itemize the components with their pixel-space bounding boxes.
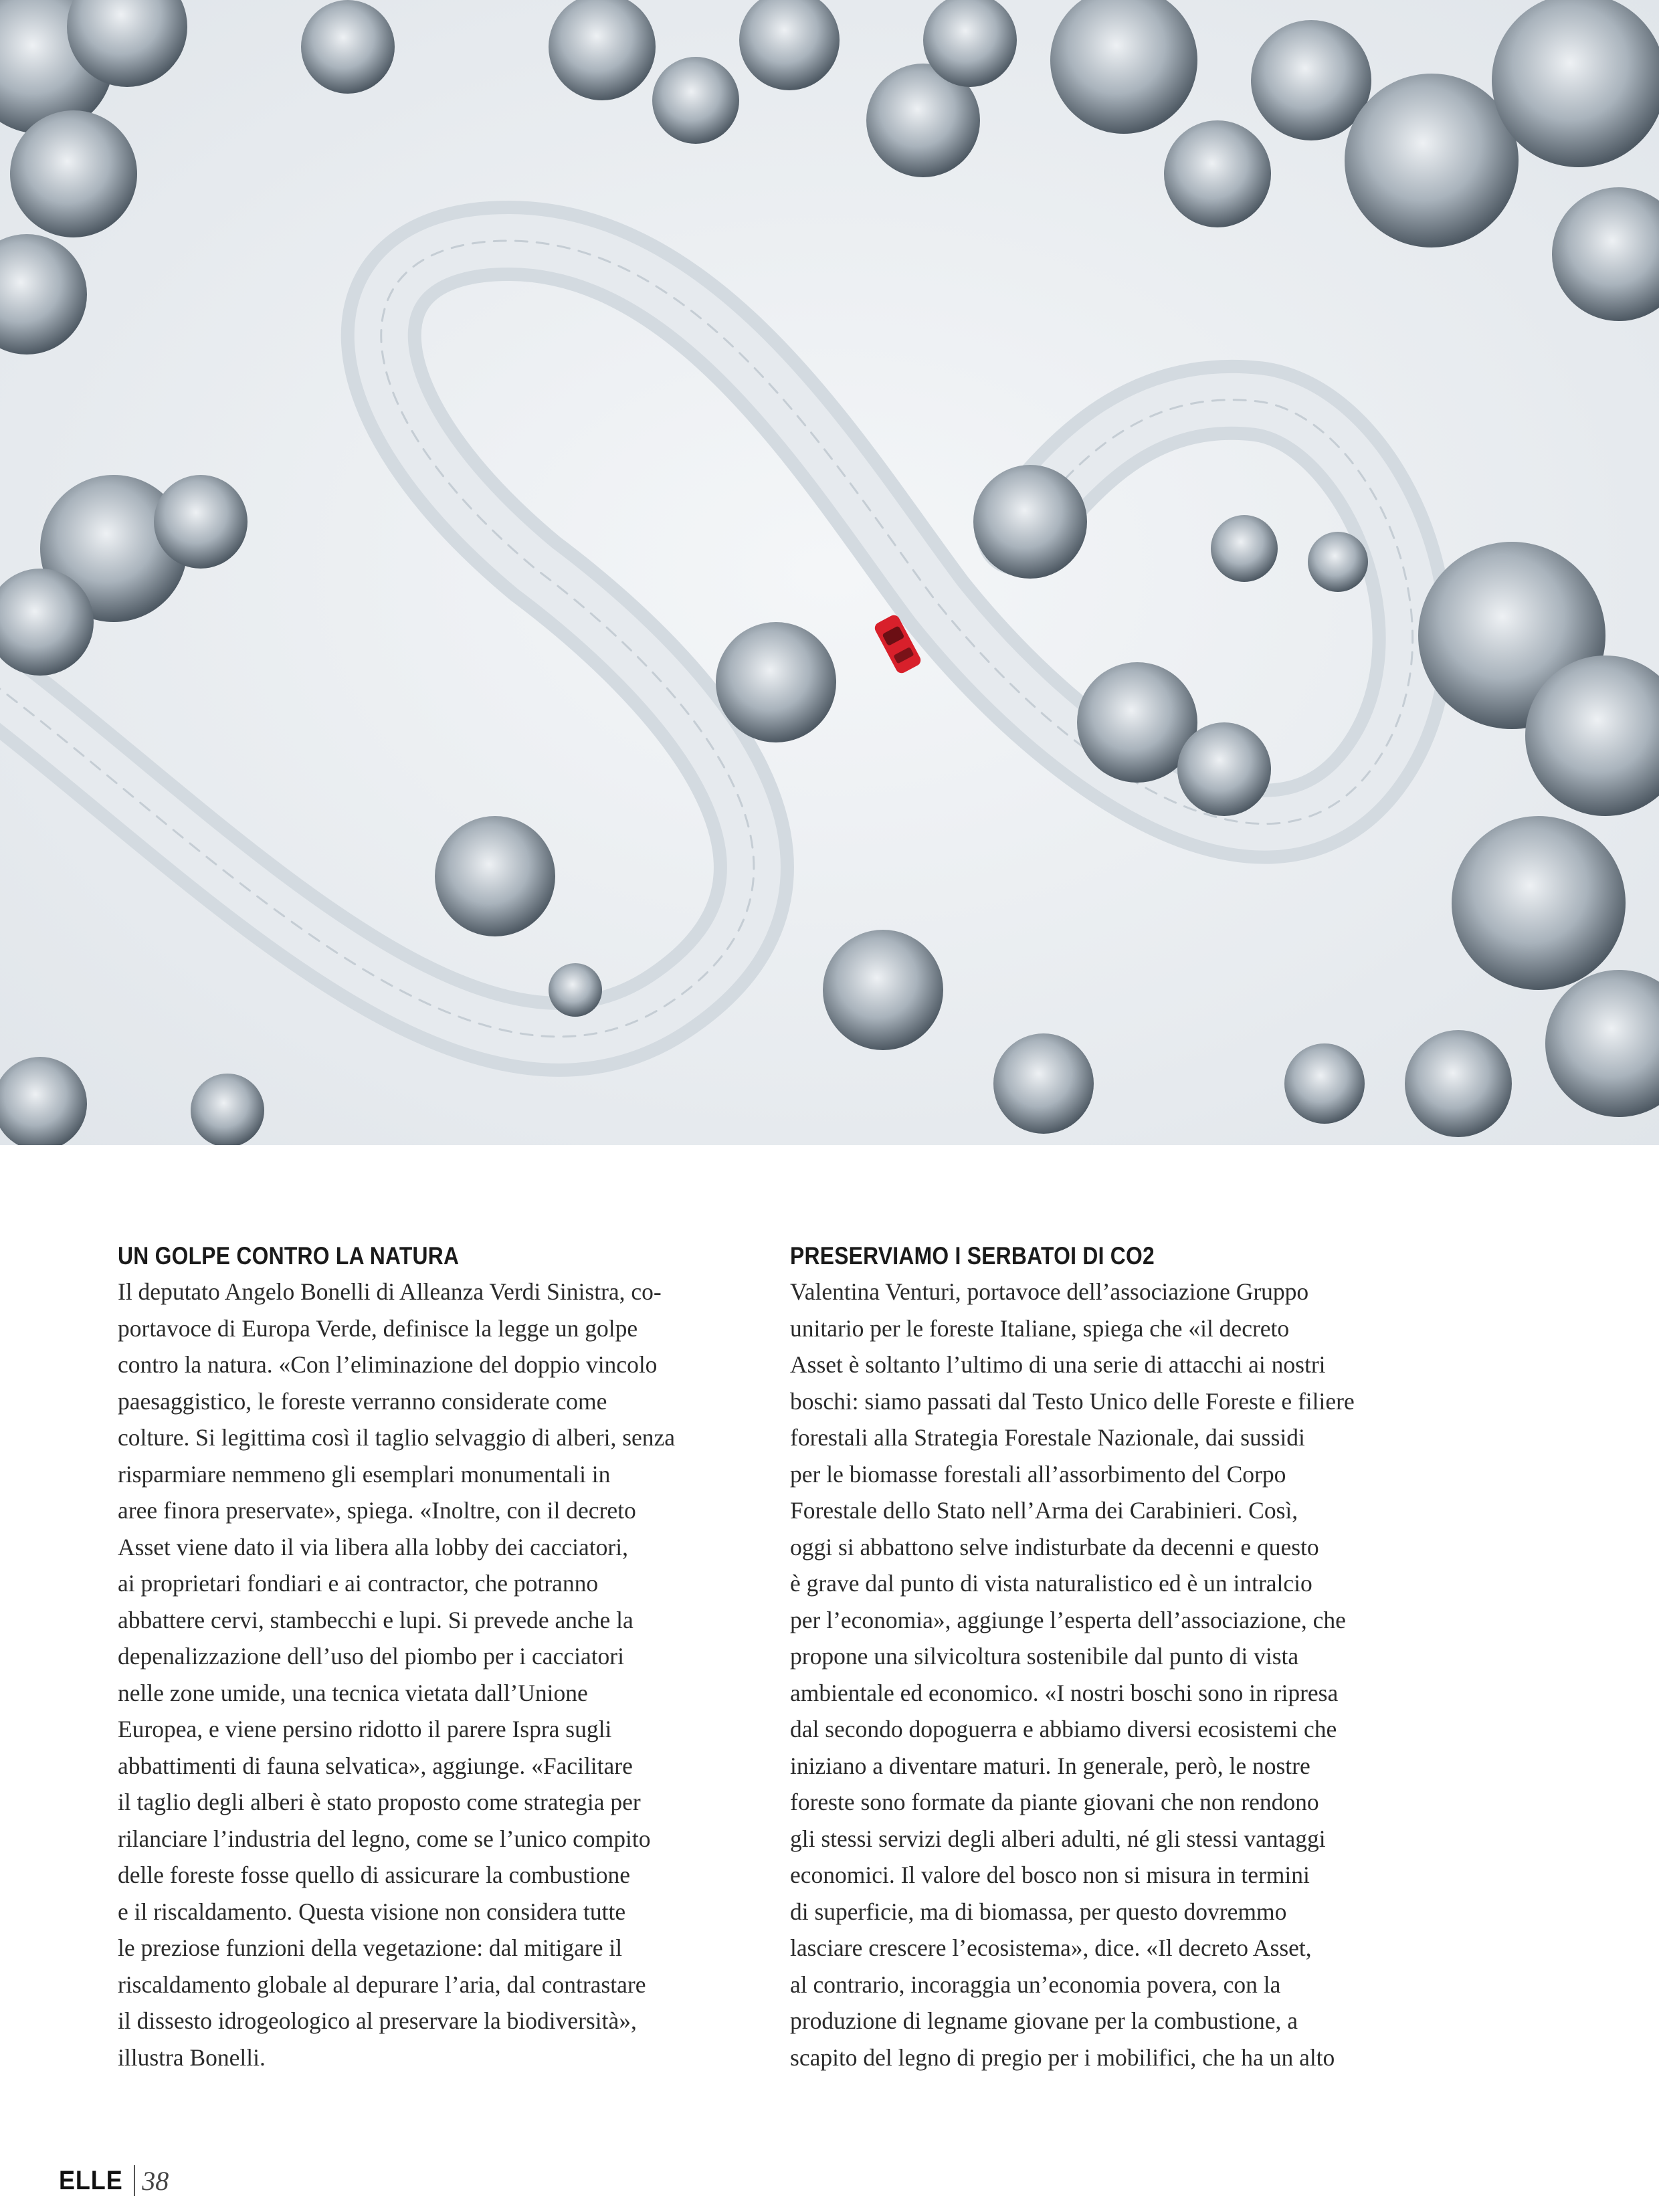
text-line: portavoce di Europa Verde, definisce la legge un golpe [118,1314,638,1342]
text-line: abbattere cervi, stambecchi e lupi. Si prevede anche la [118,1606,633,1633]
text-line: per le biomasse forestali all’assorbimento del Corpo [790,1460,1286,1488]
text-line: Il deputato Angelo Bonelli di Alleanza Verdi Sinistra, co- [118,1278,662,1305]
text-line: Forestale dello Stato nell’Arma dei Carabinieri. Così, [790,1497,1298,1524]
text-line: gli stessi servizi degli alberi adulti, né gli stessi vantaggi [790,1825,1326,1852]
text-line: colture. Si legittima così il taglio selvaggio di alberi, senza [118,1424,676,1451]
text-line: rilanciare l’industria del legno, come se l’unico compito [118,1825,651,1852]
article-heading: PRESERVIAMO I SERBATOI DI CO2 [790,1242,1155,1270]
text-line: aree finora preservate», spiega. «Inoltre, con il decreto [118,1497,636,1524]
text-line: oggi si abbattono selve indisturbate da decenni e questo [790,1533,1319,1561]
text-line: boschi: siamo passati dal Testo Unico delle Foreste e filiere [790,1387,1355,1415]
article-heading: UN GOLPE CONTRO LA NATURA [118,1242,460,1270]
text-line: Europea, e viene persino ridotto il parere Ispra sugli [118,1716,612,1742]
text-line: depenalizzazione dell’uso del piombo per i cacciatori [118,1643,624,1670]
text-line: le preziose funzioni della vegetazione: dal mitigare il [118,1934,623,1961]
text-line: illustra Bonelli. [118,2043,266,2071]
text-line: contro la natura. «Con l’eliminazione del doppio vincolo [118,1351,658,1378]
text-line: è grave dal punto di vista naturalistico ed è un intralcio [790,1570,1312,1597]
text-line: abbattimenti di fauna selvatica», aggiunge. «Facilitare [118,1752,633,1779]
text-line: produzione di legname giovane per la combustione, a [790,2007,1298,2034]
text-line: risparmiare nemmeno gli esemplari monumentali in [118,1460,611,1488]
text-line: Asset viene dato il via libera alla lobby dei cacciatori, [118,1533,628,1561]
text-line: scapito del legno di pregio per i mobilifici, che ha un alto [790,2043,1335,2071]
text-line: iniziano a diventare maturi. In generale, però, le nostre [790,1752,1310,1779]
page-folio [59,2160,169,2201]
article-left [118,1239,750,2076]
page-number: 38 [142,2165,169,2196]
folio-divider [134,2165,135,2196]
text-line: Asset è soltanto l’ultimo di una serie di attacchi ai nostri [790,1351,1326,1378]
text-line: forestali alla Strategia Forestale Nazionale, dai sussidi [790,1424,1305,1451]
article-body [118,1274,750,2076]
text-line: paesaggistico, le foreste verranno considerate come [118,1387,607,1415]
text-line: e il riscaldamento. Questa visione non considera tutte [118,1898,626,1925]
text-line: per l’economia», aggiunge l’esperta dell’associazione, che [790,1606,1346,1633]
text-line: di superficie, ma di biomassa, per questo dovremmo [790,1898,1287,1925]
text-line: ai proprietari fondiari e ai contractor, che potranno [118,1570,599,1597]
text-line: lasciare crescere l’ecosistema», dice. «Il decreto Asset, [790,1934,1312,1961]
text-line: delle foreste fosse quello di assicurare la combustione [118,1862,630,1888]
text-line: economici. Il valore del bosco non si misura in termini [790,1862,1310,1888]
text-line: foreste sono formate da piante giovani che non rendono [790,1789,1319,1815]
text-line: il taglio degli alberi è stato proposto come strategia per [118,1789,641,1815]
text-line: unitario per le foreste Italiane, spiega che «il decreto [790,1314,1290,1342]
text-line: dal secondo dopoguerra e abbiamo diversi ecosistemi che [790,1716,1337,1742]
text-line: riscaldamento globale al depurare l’aria, dal contrastare [118,1971,646,1998]
article-body [790,1274,1422,2076]
text-line: il dissesto idrogeologico al preservare la biodiversità», [118,2007,637,2034]
text-line: ambientale ed economico. «I nostri boschi sono in ripresa [790,1679,1339,1706]
text-line: al contrario, incoraggia un’economia povera, con la [790,1971,1281,1998]
text-line: Valentina Venturi, portavoce dell’associazione Gruppo [790,1278,1309,1305]
text-line: propone una silvicoltura sostenibile dal punto di vista [790,1643,1299,1670]
text-line: nelle zone umide, una tecnica vietata dall’Unione [118,1679,588,1706]
article-right [790,1239,1422,2076]
magazine-brand: ELLE [59,2165,123,2195]
